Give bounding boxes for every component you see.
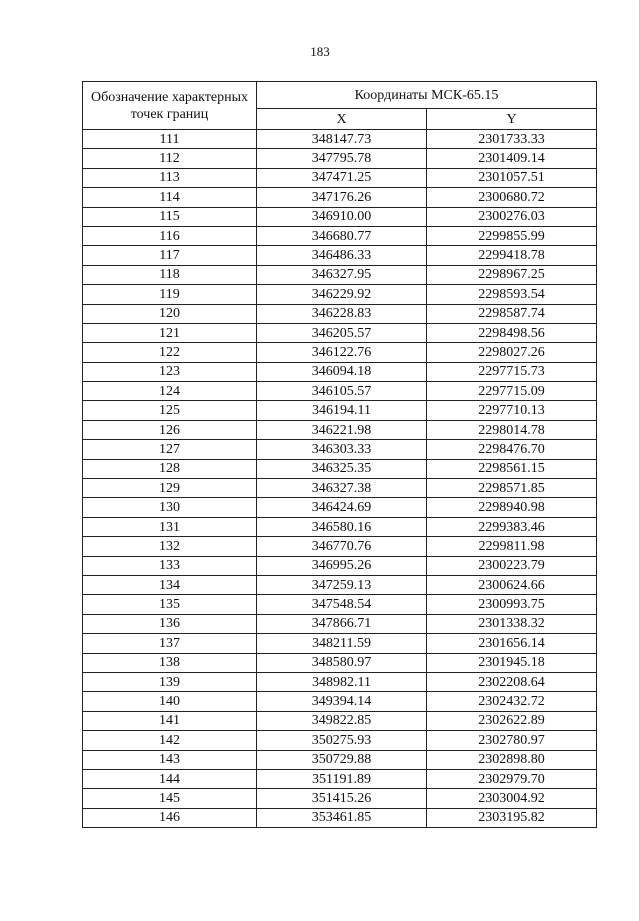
table-row bbox=[83, 634, 597, 653]
x-coordinate-cell: 346229.92 bbox=[257, 285, 427, 304]
table-row bbox=[83, 130, 597, 149]
point-id-cell: 115 bbox=[83, 207, 257, 226]
table-row bbox=[83, 789, 597, 808]
x-coordinate-cell: 346303.33 bbox=[257, 440, 427, 459]
table-row bbox=[83, 343, 597, 362]
table-row bbox=[83, 808, 597, 827]
point-id-cell: 128 bbox=[83, 459, 257, 478]
point-id-cell: 140 bbox=[83, 692, 257, 711]
point-id-cell: 136 bbox=[83, 614, 257, 633]
y-coordinate-cell: 2301409.14 bbox=[427, 149, 597, 168]
y-coordinate-cell: 2299811.98 bbox=[427, 537, 597, 556]
y-coordinate-cell: 2302898.80 bbox=[427, 750, 597, 769]
coordinates-group-header: Координаты МСК-65.15 bbox=[257, 82, 597, 109]
point-id-cell: 113 bbox=[83, 168, 257, 187]
y-coordinate-cell: 2300993.75 bbox=[427, 595, 597, 614]
y-coordinate-cell: 2302208.64 bbox=[427, 672, 597, 691]
table-body bbox=[83, 130, 597, 828]
x-coordinate-cell: 349394.14 bbox=[257, 692, 427, 711]
x-coordinate-cell: 346105.57 bbox=[257, 382, 427, 401]
y-column-header: Y bbox=[427, 109, 597, 130]
y-coordinate-cell: 2298940.98 bbox=[427, 498, 597, 517]
x-coordinate-cell: 348982.11 bbox=[257, 672, 427, 691]
table-row bbox=[83, 614, 597, 633]
x-coordinate-cell: 346228.83 bbox=[257, 304, 427, 323]
table-row bbox=[83, 285, 597, 304]
x-coordinate-cell: 346325.35 bbox=[257, 459, 427, 478]
x-coordinate-cell: 347259.13 bbox=[257, 575, 427, 594]
table-row bbox=[83, 711, 597, 730]
point-id-cell: 138 bbox=[83, 653, 257, 672]
y-coordinate-cell: 2297715.73 bbox=[427, 362, 597, 381]
table-row bbox=[83, 246, 597, 265]
coordinates-table bbox=[82, 81, 597, 828]
y-coordinate-cell: 2300223.79 bbox=[427, 556, 597, 575]
y-coordinate-cell: 2298498.56 bbox=[427, 323, 597, 342]
x-coordinate-cell: 350729.88 bbox=[257, 750, 427, 769]
y-coordinate-cell: 2301338.32 bbox=[427, 614, 597, 633]
table-row bbox=[83, 440, 597, 459]
point-id-cell: 127 bbox=[83, 440, 257, 459]
y-coordinate-cell: 2301057.51 bbox=[427, 168, 597, 187]
y-coordinate-cell: 2298967.25 bbox=[427, 265, 597, 284]
point-id-cell: 130 bbox=[83, 498, 257, 517]
x-coordinate-cell: 346327.95 bbox=[257, 265, 427, 284]
x-coordinate-cell: 346995.26 bbox=[257, 556, 427, 575]
x-coordinate-cell: 346424.69 bbox=[257, 498, 427, 517]
x-coordinate-cell: 350275.93 bbox=[257, 731, 427, 750]
point-id-cell: 124 bbox=[83, 382, 257, 401]
table-row bbox=[83, 498, 597, 517]
table-row bbox=[83, 575, 597, 594]
y-coordinate-cell: 2303004.92 bbox=[427, 789, 597, 808]
x-coordinate-cell: 353461.85 bbox=[257, 808, 427, 827]
x-coordinate-cell: 346221.98 bbox=[257, 420, 427, 439]
table-row bbox=[83, 362, 597, 381]
y-coordinate-cell: 2298561.15 bbox=[427, 459, 597, 478]
table-row bbox=[83, 537, 597, 556]
table-row bbox=[83, 207, 597, 226]
point-id-cell: 120 bbox=[83, 304, 257, 323]
table-row bbox=[83, 653, 597, 672]
point-id-cell: 146 bbox=[83, 808, 257, 827]
y-coordinate-cell: 2298593.54 bbox=[427, 285, 597, 304]
table-row bbox=[83, 731, 597, 750]
x-coordinate-cell: 349822.85 bbox=[257, 711, 427, 730]
table-row bbox=[83, 692, 597, 711]
point-id-cell: 144 bbox=[83, 769, 257, 788]
page-number: 183 bbox=[310, 44, 330, 59]
table-row bbox=[83, 517, 597, 536]
x-coordinate-cell: 348211.59 bbox=[257, 634, 427, 653]
point-designation-header: Обозначение характерных точек границ bbox=[83, 82, 257, 130]
x-coordinate-cell: 347471.25 bbox=[257, 168, 427, 187]
y-coordinate-cell: 2301945.18 bbox=[427, 653, 597, 672]
table-row bbox=[83, 556, 597, 575]
y-coordinate-cell: 2297715.09 bbox=[427, 382, 597, 401]
y-coordinate-cell: 2298476.70 bbox=[427, 440, 597, 459]
y-coordinate-cell: 2297710.13 bbox=[427, 401, 597, 420]
point-id-cell: 135 bbox=[83, 595, 257, 614]
y-coordinate-cell: 2302432.72 bbox=[427, 692, 597, 711]
x-coordinate-cell: 346122.76 bbox=[257, 343, 427, 362]
x-coordinate-cell: 348147.73 bbox=[257, 130, 427, 149]
x-coordinate-cell: 351191.89 bbox=[257, 769, 427, 788]
point-id-cell: 118 bbox=[83, 265, 257, 284]
point-id-cell: 123 bbox=[83, 362, 257, 381]
point-id-cell: 112 bbox=[83, 149, 257, 168]
point-id-cell: 133 bbox=[83, 556, 257, 575]
point-id-cell: 121 bbox=[83, 323, 257, 342]
x-coordinate-cell: 347866.71 bbox=[257, 614, 427, 633]
y-coordinate-cell: 2299855.99 bbox=[427, 226, 597, 245]
x-coordinate-cell: 346770.76 bbox=[257, 537, 427, 556]
x-coordinate-cell: 346194.11 bbox=[257, 401, 427, 420]
y-coordinate-cell: 2300680.72 bbox=[427, 188, 597, 207]
table-row bbox=[83, 459, 597, 478]
x-coordinate-cell: 347795.78 bbox=[257, 149, 427, 168]
point-id-cell: 116 bbox=[83, 226, 257, 245]
point-id-cell: 119 bbox=[83, 285, 257, 304]
table-row bbox=[83, 265, 597, 284]
point-id-cell: 126 bbox=[83, 420, 257, 439]
y-coordinate-cell: 2298587.74 bbox=[427, 304, 597, 323]
x-coordinate-cell: 346094.18 bbox=[257, 362, 427, 381]
point-id-cell: 111 bbox=[83, 130, 257, 149]
y-coordinate-cell: 2301733.33 bbox=[427, 130, 597, 149]
table-row bbox=[83, 401, 597, 420]
y-coordinate-cell: 2303195.82 bbox=[427, 808, 597, 827]
point-id-cell: 145 bbox=[83, 789, 257, 808]
y-coordinate-cell: 2302622.89 bbox=[427, 711, 597, 730]
point-id-cell: 114 bbox=[83, 188, 257, 207]
table-row bbox=[83, 168, 597, 187]
point-id-cell: 132 bbox=[83, 537, 257, 556]
table-row bbox=[83, 479, 597, 498]
table-row bbox=[83, 188, 597, 207]
table-row bbox=[83, 382, 597, 401]
table-row bbox=[83, 750, 597, 769]
y-coordinate-cell: 2301656.14 bbox=[427, 634, 597, 653]
y-coordinate-cell: 2302780.97 bbox=[427, 731, 597, 750]
point-id-cell: 122 bbox=[83, 343, 257, 362]
point-id-cell: 137 bbox=[83, 634, 257, 653]
y-coordinate-cell: 2299383.46 bbox=[427, 517, 597, 536]
y-coordinate-cell: 2302979.70 bbox=[427, 769, 597, 788]
x-coordinate-cell: 351415.26 bbox=[257, 789, 427, 808]
y-coordinate-cell: 2298027.26 bbox=[427, 343, 597, 362]
point-id-cell: 117 bbox=[83, 246, 257, 265]
point-id-cell: 129 bbox=[83, 479, 257, 498]
x-column-header: X bbox=[257, 109, 427, 130]
y-coordinate-cell: 2300276.03 bbox=[427, 207, 597, 226]
x-coordinate-cell: 348580.97 bbox=[257, 653, 427, 672]
table-row bbox=[83, 769, 597, 788]
table-row bbox=[83, 420, 597, 439]
x-coordinate-cell: 346205.57 bbox=[257, 323, 427, 342]
point-id-cell: 142 bbox=[83, 731, 257, 750]
x-coordinate-cell: 347176.26 bbox=[257, 188, 427, 207]
table-row bbox=[83, 226, 597, 245]
point-id-cell: 143 bbox=[83, 750, 257, 769]
table-row bbox=[83, 672, 597, 691]
x-coordinate-cell: 346910.00 bbox=[257, 207, 427, 226]
x-coordinate-cell: 346580.16 bbox=[257, 517, 427, 536]
x-coordinate-cell: 346486.33 bbox=[257, 246, 427, 265]
table-row bbox=[83, 323, 597, 342]
point-id-cell: 125 bbox=[83, 401, 257, 420]
point-id-cell: 141 bbox=[83, 711, 257, 730]
x-coordinate-cell: 347548.54 bbox=[257, 595, 427, 614]
y-coordinate-cell: 2299418.78 bbox=[427, 246, 597, 265]
point-id-cell: 139 bbox=[83, 672, 257, 691]
x-coordinate-cell: 346680.77 bbox=[257, 226, 427, 245]
y-coordinate-cell: 2298014.78 bbox=[427, 420, 597, 439]
table-row bbox=[83, 304, 597, 323]
table-row bbox=[83, 149, 597, 168]
y-coordinate-cell: 2298571.85 bbox=[427, 479, 597, 498]
point-id-cell: 131 bbox=[83, 517, 257, 536]
point-id-cell: 134 bbox=[83, 575, 257, 594]
table-row bbox=[83, 595, 597, 614]
y-coordinate-cell: 2300624.66 bbox=[427, 575, 597, 594]
x-coordinate-cell: 346327.38 bbox=[257, 479, 427, 498]
